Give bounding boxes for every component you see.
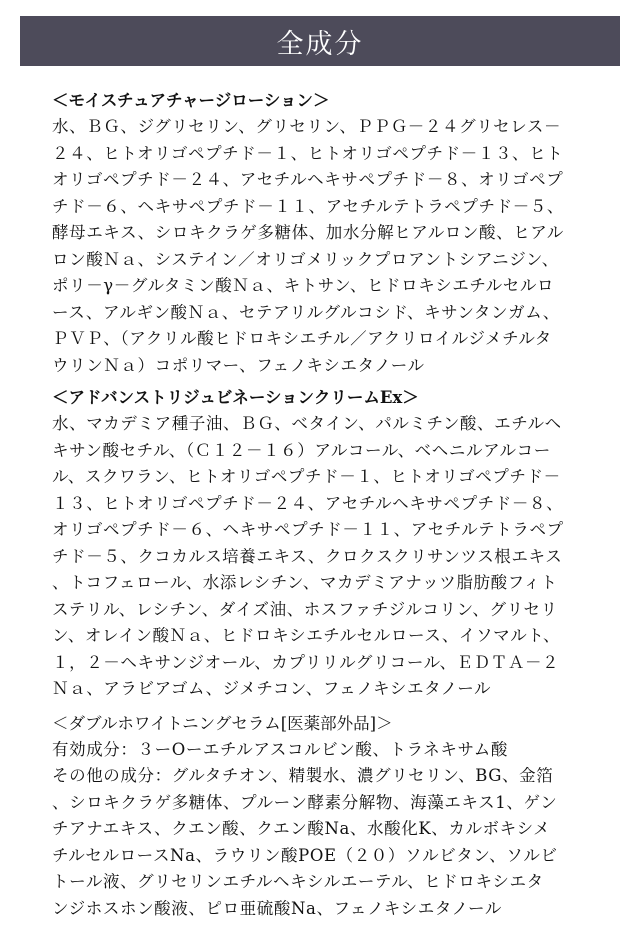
ingredient-line: Ｎａ、アラビアゴム、ジメチコン、フェノキシエタノール: [52, 679, 492, 698]
ingredient-line: ステリル、レシチン、ダイズ油、ホスファチジルコリン、グリセリ: [52, 599, 558, 619]
ingredient-line: 水、ＢＧ、ジグリセリン、グリセリン、ＰＰＧ－２４グリセレス－: [52, 117, 562, 136]
ingredient-line: ンジホスホン酸液、ピロ亜硫酸Na、フェノキシエタノール: [52, 898, 502, 918]
ingredient-line: オリゴペプチド－６、ヘキサペプチド－１１、アセチルテトラペプ: [52, 520, 564, 539]
ingredient-line: １，２－ヘキサンジオール、カプリリルグリコール、ＥＤＴＡ－２: [52, 652, 560, 672]
ingredient-line: ン、オレイン酸Ｎａ、ヒドロキシエチルセルロース、イソマルト、: [52, 626, 561, 645]
ingredient-line: 、トコフェロール、水添レシチン、マカデミアナッツ脂肪酸フィト: [52, 573, 558, 592]
page-title: 全成分: [276, 28, 364, 60]
ingredient-line: ロン酸Ｎａ、システイン／オリゴメリックプロアントシアニジン、: [52, 249, 559, 269]
ingredient-line: チド－５、クコカルス培養エキス、クロクスクリサンツス根エキス: [52, 546, 563, 566]
section-moisture-charge-lotion: [52, 88, 592, 379]
ingredient-line: 有効成分：３ーOーエチルアスコルビン酸、トラネキサム酸: [52, 739, 508, 759]
ingredient-line: ース、アルギン酸Ｎａ、セテアリルグルコシド、キサンタンガム、: [52, 302, 560, 322]
ingredient-line: ポリ－γ－グルタミン酸Ｎａ、キトサン、ヒドロキシエチルセルロ: [52, 276, 555, 295]
ingredient-line: その他の成分：グルタチオン、精製水、濃グリセリン、BG、金箔: [52, 766, 554, 785]
section-title: ＜ダブルホワイトニングセラム[医薬部外品]＞: [52, 713, 393, 733]
header-bar: [20, 16, 620, 66]
ingredient-line: ２４、ヒトオリゴペプチド－１、ヒトオリゴペプチド－１３、ヒト: [52, 143, 564, 163]
ingredient-line: ＰＶＰ、（アクリル酸ヒドロキシエチル／アクリロイルジメチルタ: [52, 329, 552, 348]
ingredients-content: [52, 88, 592, 928]
ingredient-line: トール液、グリセリンエチルヘキシルエーテル、ヒドロキシエタ: [52, 872, 544, 891]
section-title: ＜モイスチュアチャージローション＞: [52, 91, 330, 110]
ingredient-line: チアナエキス、クエン酸、クエン酸Na、水酸化K、カルボキシメ: [52, 819, 551, 838]
ingredient-line: 酵母エキス、シロキクラゲ多糖体、加水分解ヒアルロン酸、ヒアル: [52, 223, 564, 242]
ingredient-line: チド－６、ヘキサペプチド－１１、アセチルテトラペプチド－５、: [52, 196, 565, 216]
ingredient-line: 水、マカデミア種子油、ＢＧ、ベタイン、パルミチン酸、エチルヘ: [52, 414, 562, 433]
section-double-whitening-serum: [52, 711, 592, 923]
section-title: ＜アドバンストリジュビネーションクリームEx＞: [52, 388, 419, 407]
ingredient-line: キサン酸セチル、（Ｃ１２－１６）アルコール、ベヘニルアルコー: [52, 440, 551, 460]
ingredient-line: ウリンＮａ）コポリマー、フェノキシエタノール: [52, 355, 425, 375]
ingredient-line: １３、ヒトオリゴペプチド－２４、アセチルヘキサペプチド－８、: [52, 493, 564, 513]
ingredient-line: チルセルロースNa、ラウリン酸POE（２０）ソルビタン、ソルビ: [52, 845, 558, 865]
ingredient-line: ル、スクワラン、ヒトオリゴペプチド－１、ヒトオリゴペプチド－: [52, 467, 561, 486]
ingredient-line: 、シロキクラゲ多糖体、プルーン酵素分解物、海藻エキス1、ゲン: [52, 792, 558, 812]
section-advanced-rejuvenation-cream: [52, 385, 592, 703]
ingredient-line: オリゴペプチド－２４、アセチルヘキサペプチド－８、オリゴペプ: [52, 170, 564, 189]
